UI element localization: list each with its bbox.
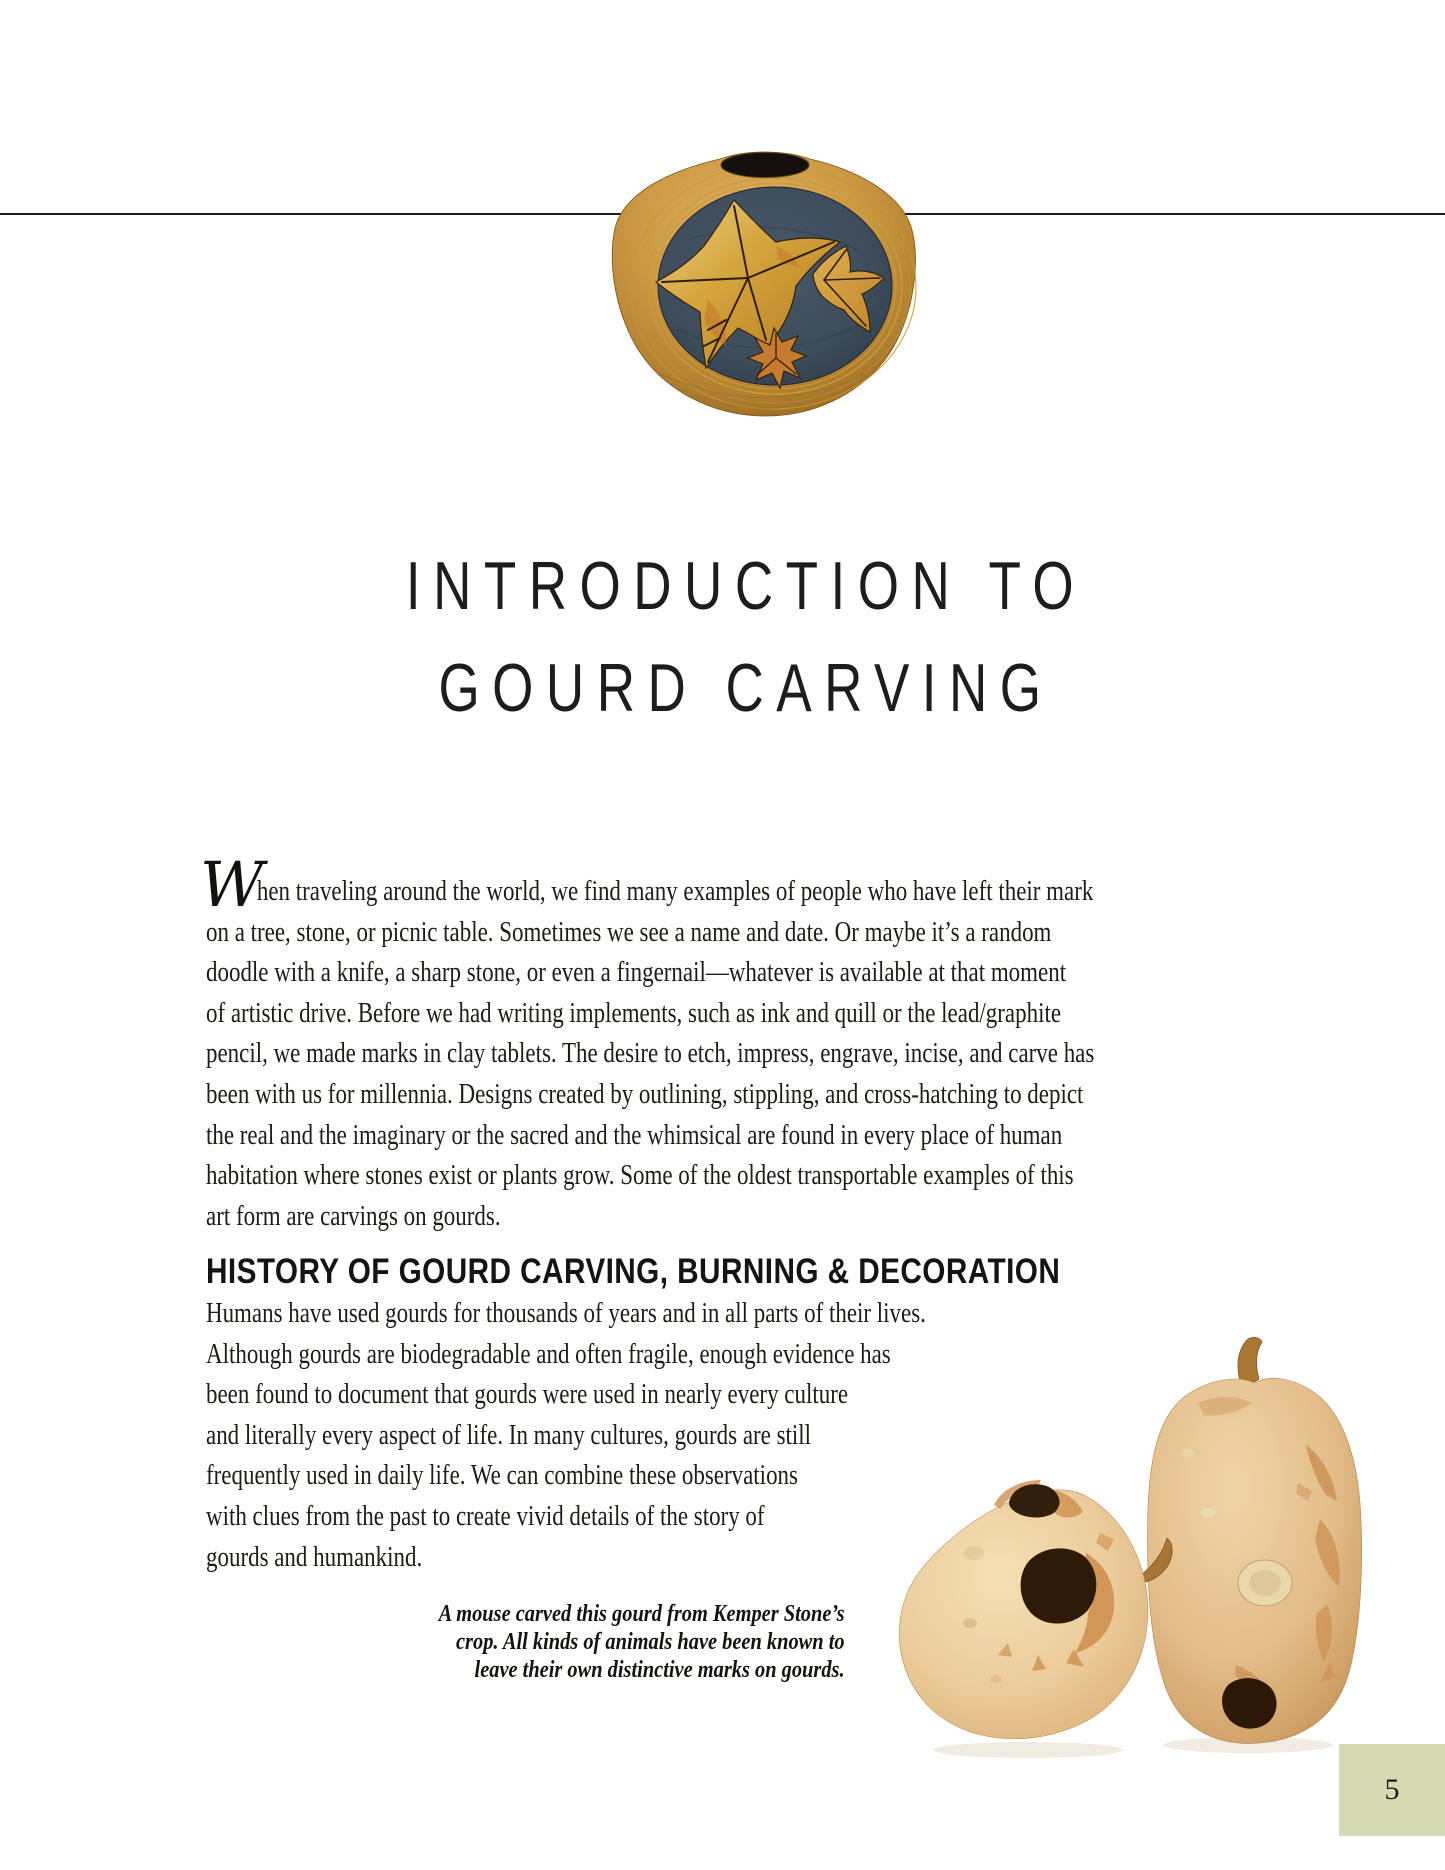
section-heading: HISTORY OF GOURD CARVING, BURNING & DECORATION — [206, 1252, 1061, 1291]
right-gourd-stem — [1238, 1337, 1262, 1383]
text-line: art form are carvings on gourds. — [206, 1200, 501, 1232]
text-line: frequently used in daily life. We can combine these observations — [206, 1460, 798, 1492]
gourd-vessel-image — [608, 150, 922, 420]
dropcap-initial: W — [200, 848, 264, 921]
gourd-vessel-art — [608, 150, 922, 420]
top-rule-right — [898, 213, 1445, 215]
text-line: of artistic drive. Before we had writing implements, such as ink and quill or the lead/graphite — [206, 997, 1062, 1029]
right-gourd — [1148, 1337, 1362, 1743]
intro-paragraph — [206, 872, 1094, 1237]
chapter-title-line2: GOURD CARVING — [438, 650, 1054, 726]
gourds-photo — [878, 1333, 1378, 1763]
text-line: doodle with a knife, a sharp stone, or even a fingernail—whatever is available at that moment — [206, 957, 1067, 989]
text-line: been found to document that gourds were used in nearly every culture — [206, 1379, 849, 1411]
page-number: 5 — [1384, 1773, 1400, 1806]
photo-caption — [439, 1600, 845, 1685]
caption-line: A mouse carved this gourd from Kemper Stone’s — [439, 1601, 845, 1627]
text-line: gourds and humankind. — [206, 1541, 423, 1573]
vessel-opening — [721, 153, 809, 178]
gourds-art — [878, 1333, 1378, 1763]
text-line: and literally every aspect of life. In many cultures, gourds are still — [206, 1419, 812, 1451]
text-line: pencil, we made marks in clay tablets. The desire to etch, impress, engrave, incise, and carve has — [206, 1038, 1095, 1070]
text-line: Humans have used gourds for thousands of years and in all parts of their lives. — [206, 1298, 926, 1329]
chapter-title-line1: INTRODUCTION TO — [405, 548, 1087, 624]
chapter-title — [206, 535, 1286, 739]
caption-line: leave their own distinctive marks on gourds. — [474, 1657, 845, 1684]
history-paragraph — [206, 1294, 926, 1578]
text-line: been with us for millennia. Designs created by outlining, stippling, and cross-hatching to depict — [206, 1078, 1084, 1110]
left-gourd — [899, 1480, 1172, 1739]
top-rule-left — [0, 213, 640, 215]
text-line: on a tree, stone, or picnic table. Sometimes we see a name and date. Or maybe it’s a random — [206, 916, 1052, 948]
left-gourd-hole-large — [1021, 1548, 1097, 1623]
text-line: the real and the imaginary or the sacred and the whimsical are found in every place of human — [206, 1119, 1063, 1151]
text-line: with clues from the past to create vivid details of the story of — [206, 1500, 765, 1532]
caption-line: crop. All kinds of animals have been known to — [456, 1629, 845, 1656]
text-line: Although gourds are biodegradable and often fragile, enough evidence has — [206, 1338, 891, 1370]
page-number-box — [1339, 1744, 1445, 1836]
text-line: hen traveling around the world, we find many examples of people who have left their mark — [256, 876, 1094, 907]
text-line: habitation where stones exist or plants grow. Some of the oldest transportable examples of this — [206, 1160, 1074, 1192]
